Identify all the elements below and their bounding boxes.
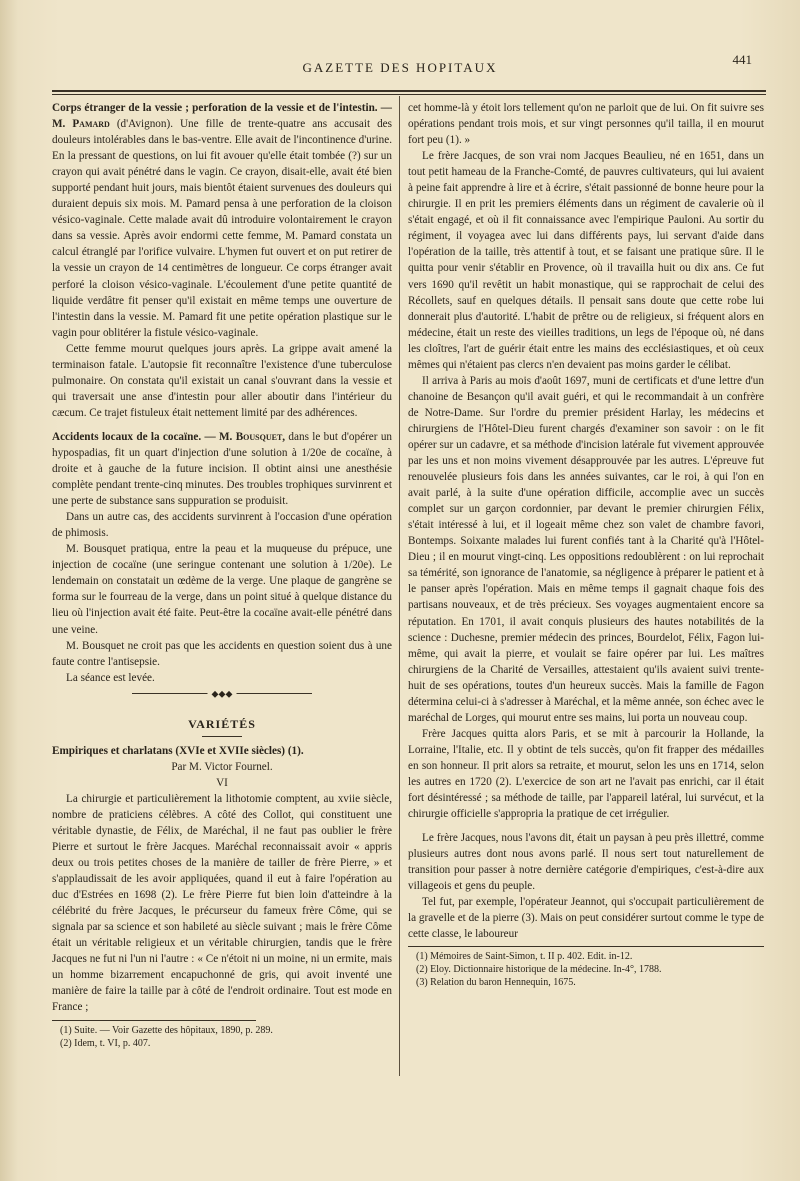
part-number: VI [216, 776, 228, 789]
section-title: VARIÉTÉS [188, 716, 256, 731]
header-rule [52, 90, 766, 92]
page-number: 441 [732, 52, 752, 67]
paragraph: Dans un autre cas, des accidents survinrent à l'occasion d'une opération de phimosis. [52, 511, 392, 540]
byline: Par M. Victor Fournel. [171, 760, 273, 773]
paragraph: La chirurgie et particulièrement la lithotomie comptent, au xviie siècle, nombre de praticiens célèbres. A côté des Collot, qui constituent une véritable dynastie, de Félix, de Maréchal, il ne faut pas oublier le frère Pierre et surtout le frère Jacques. Maréchal reconnaissait avoir « appris deux ou trois petites choses de la manière de tailler de frère Pierre, » et s'applaudissait de les avoir appliquées, quand il eut à faire l'opération au duc d'Estrées en 1698 (2). Le frère Pierre fut bien loin d'atteindre à la célébrité du frère Jacques, le précurseur du fameux frère Côme, qui se signala par sa science et son habileté au siècle suivant ; mais le frère Côme était un véritable religieux et un véritable chirurgien, tandis que le frère Jacques ne fut ni l'un ni l'autre : « Ce n'étoit ni un moine, ni un ermite, mais un homme bizarrement encapuchonné de gris, qui avoit inventé une manière de faire la taille par à côté de l'endroit ordinaire. Tout est mode en France ; [52, 792, 392, 1014]
right-column [408, 100, 764, 989]
paragraph: Le frère Jacques, nous l'avons dit, était un paysan à peu près illettré, comme plusieurs autres dont nous avons parlé. Il nous sert tout naturellement de transition pour passer à notre dernière catégorie d'empiriques, c'est-à-dire aux villageois et gens du peuple. [408, 832, 764, 893]
article-title: Empiriques et charlatans (XVIe et XVIIe siècles) (1). [52, 744, 304, 757]
article-pamard [52, 100, 392, 341]
footnote-rule [408, 946, 764, 947]
footnote: (2) Eloy. Dictionnaire historique de la médecine. In-4°, 1788. [416, 964, 662, 976]
paragraph: M. Bousquet pratiqua, entre la peau et la muqueuse du prépuce, une injection de cocaïne (une seringue contenant une solution à 1/20e). Le lendemain on constatait un œdème de la verge. Une plaque de gangrène se forma sur le fourreau de la verge, dans un point situé à quelque distance du lieu où l'injection avait été faite. Peut-être la cocaïne avait-elle pénétré dans une veine. [52, 543, 392, 636]
journal-title: GAZETTE DES HOPITAUX [302, 60, 498, 75]
article-author: M. Pamard [52, 118, 110, 131]
left-column [52, 100, 392, 1050]
paragraph: La séance est levée. [66, 671, 155, 684]
article-bousquet [52, 429, 392, 509]
article-title: Corps étranger de la vessie ; perforation de la vessie et de l'intestin. — [52, 102, 392, 114]
footnotes [408, 950, 764, 989]
article-author: M. Bousquet, [219, 430, 286, 443]
footnote: (1) Mémoires de Saint-Simon, t. II p. 402. Edit. in-12. [416, 951, 633, 963]
footnote: (3) Relation du baron Hennequin, 1675. [416, 977, 576, 989]
ornamental-divider: ⬥⬥⬥ [52, 686, 392, 700]
footnotes [52, 1024, 392, 1050]
page-header [40, 52, 760, 80]
paragraph: M. Bousquet ne croit pas que les accidents en question soient dus à une faute contre l'antisepsie. [52, 639, 392, 668]
column-divider [399, 96, 400, 1076]
article-title: Accidents locaux de la cocaïne. — [52, 430, 216, 443]
footnote-rule [52, 1020, 256, 1021]
paragraph: Frère Jacques quitta alors Paris, et se mit à parcourir la Hollande, la Lorraine, l'Italie, etc. Il y obtint de tels succès, qu'on fit frapper des médailles en son honneur. Il prit alors sa retraite, et mourut, selon les uns en 1714, selon les autres en 1720 (2). L'exercice de son art ne l'avait pas enrichi, car il était fort désintéressé ; sa méthode de taille, par l'appareil latéral, lui survécut, et la chirurgie officielle s'appropria la pratique de cet irrégulier. [408, 727, 764, 821]
footnote: (2) Idem, t. VI, p. 407. [60, 1037, 151, 1049]
article-body: dans le but d'opérer un hypospadias, fit un quart d'injection d'une solution à 1/20e de cocaïne, à droite et à gauche de la future incision. Il obtint ainsi une anesthésie complète pendant trente-cinq minutes. Des troubles trophiques survinrent et une perte de substance sans suppuration se produisit. [52, 430, 393, 508]
section-rule [202, 736, 242, 737]
paragraph: cet homme-là y étoit lors tellement qu'on ne parloit que de lui. On fit suivre ses opérations pendant trois mois, et sur vingt personnes qu'il tailla, il en mourut fort peu (1). » [408, 102, 764, 147]
footnote: (1) Suite. — Voir Gazette des hôpitaux, 1890, p. 289. [60, 1024, 273, 1036]
paragraph: Cette femme mourut quelques jours après. La grippe avait amené la terminaison fatale. L'autopsie fit reconnaître l'existence d'une tuberculose pulmonaire. On constata qu'il existait un canal s'ouvrant dans la vessie et qui traversait une anse d'intestin pour aller aboutir dans l'intérieur du cæcum. Ce trajet fistuleux était nettement limité par des adhérences. [52, 342, 392, 419]
paragraph: Tel fut, par exemple, l'opérateur Jeannot, qui s'occupait particulièrement de la gravelle et de la pierre (3). Mais on peut considérer surtout comme le type de cette classe, le laboureur [408, 896, 765, 941]
paragraph: Il arriva à Paris au mois d'août 1697, muni de certificats et d'une lettre d'un chanoine de Besançon qu'il avait guéri, et qui le recommandait à un confrère de Notre-Dame. Sur l'ordre du premier président Harlay, les médecins et chirurgiens de l'Hôtel-Dieu furent chargés d'examiner son savoir : on le fit opérer sur un cadavre, et sa méthode d'incision latérale fut vivement approuvée par les uns et non moins vivement désapprouvée par les autres. L'épreuve fut renouvelée plusieurs fois dans les années suivantes, car le roi, à qui l'on en avait parlé, à la suite d'une opération difficile, accomplie avec un succès complet sur un garçon cordonnier, par devant le premier chirurgien Félix, s'était intéressé à lui, et il logeait même chez son valet de chambre favori, Bontemps. Soixante malades lui furent confiés tant à la Charité qu'à l'Hôtel-Dieu ; il en mourut vingt-cinq. Les oppositions redoublèrent : on lui reprochait sa témérité, son ignorance de l'anatomie, sa négligence à préparer le patient et à le panser après l'opération. Mais en même temps il gagnait chaque fois des partisans nouveaux, et de très précieux. Ses voyages augmentaient encore sa réputation. En 1701, il avait conquis plusieurs des hautes notabilités de la science : Duchesne, premier médecin des princes, Bourdelot, Félix, Fagon lui-même, qui avait la pierre, et voulait se faire opérer par lui. Les maîtres chirurgiens de la Charité de Versailles, attestaient qu'ils avaient suivi trente-huit de ses opérations, toutes d'un heureux succès. Mais la famille de Fagon détermina celui-ci à s'adresser à Maréchal, et la même année, son échec avec le maréchal de Lorges, qui mourut entre ses mains, lui porta un nouveau coup. [408, 374, 764, 724]
article-body: (d'Avignon). Une fille de trente-quatre ans accusait des douleurs intolérables dans le bas-ventre. Elle avait de l'incontinence d'urine. En la pressant de questions, on lui fit avouer qu'elle était tombée (?) sur un crayon qui avait pénétré dans le vagin. Ce crayon, disait-elle, avait été bien supporté pendant huit jours, mais bientôt étaient survenues des douleurs qui duraient depuis six mois. M. Pamard pensa à une perforation de la cloison vésico-vaginale. Cette malade avait dû introduire volontairement le crayon dans sa vessie. Après avoir endormi cette femme, M. Pamard constata un calcul étranglé par l'orifice vulvaire. L'hymen fut ouvert et on put retirer de la vessie un crayon de 14 centimètres de longueur. Ce corps étranger avait perforé la cloison vésico-vaginale. L'écoulement d'une petite quantité de liquide verdâtre fit penser qu'il existait en même temps une ouverture de l'intestin dans la vessie. M. Pamard fit une petite opération plastique sur le vagin pour oblitérer la fistule vésico-vaginale. [52, 118, 392, 339]
header-rule-thin [52, 94, 766, 95]
paragraph: Le frère Jacques, de son vrai nom Jacques Beaulieu, né en 1651, dans un tout petit hameau de la Franche-Comté, de pauvres cultivateurs, qui lui avaient à peine fait apprendre à lire et à écrire, s'était passionné de bonne heure pour la chirurgie. Il en prit les premiers éléments dans un régiment de cavalerie où il s'était engagé, et où il fit connaissance avec l'empirique Pauloni. Au sortir du régiment, il voyagea avec lui dans différents pays, lui servant d'aide dans l'opération de la taille, très attentif à tout, et se faisant une pratique sûre. Il le quitta pour venir s'établir en Provence, où il travailla huit ou dix ans. Ce fut vers 1690 qu'il revêtit un habit monastique, qui se rapprochait de celui des Récollets, sauf en quelques détails. Il pensait sans doute que cette robe lui donnerait plus d'autorité. L'habit de prêtre ou de religieux, si fréquent alors en médecine, était un reste des vieilles traditions, un legs de l'époque où, né dans les cloîtres, l'art de guérir était entre les mains des ecclésiastiques, et où ceux mêmes qui n'étaient pas clercs n'en devaient pas moins garder le célibat. [408, 150, 764, 371]
